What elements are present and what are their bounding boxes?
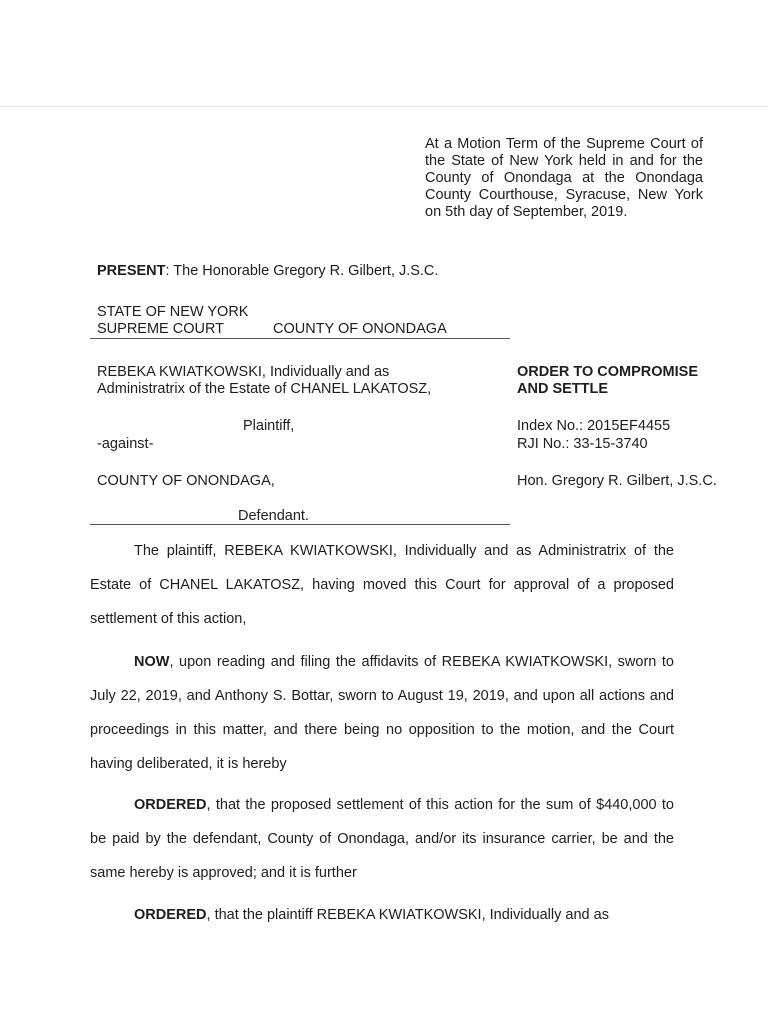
plaintiff-capacity: Administratrix of the Estate of CHANEL LAKATOSZ, — [97, 381, 432, 397]
present-text: : The Honorable Gregory R. Gilbert, J.S.C. — [165, 263, 439, 279]
now-lead: NOW — [134, 654, 170, 670]
ordered-lead-2: ORDERED — [134, 907, 207, 923]
caption-rule-bottom — [90, 524, 510, 525]
paragraph-ordered-plaintiff-text: , that the plaintiff REBEKA KWIATKOWSKI, Individually and as — [206, 907, 609, 923]
defendant-role: Defendant. — [238, 508, 309, 524]
scan-artifact-line — [0, 106, 768, 107]
order-title-line1: ORDER TO COMPROMISE — [517, 364, 698, 380]
paragraph-motion — [90, 534, 674, 636]
rji-number: RJI No.: 33-15-3740 — [517, 436, 648, 452]
court-county: COUNTY OF ONONDAGA — [273, 321, 447, 337]
court-name: SUPREME COURT — [97, 321, 225, 337]
paragraph-motion-text: The plaintiff, REBEKA KWIATKOWSKI, Individually and as Administratrix of the Estate of CHANEL LAKATOSZ, having moved this Court for approval of a proposed settlement of this action, — [90, 543, 674, 627]
court-state: STATE OF NEW YORK — [97, 304, 249, 320]
defendant-name: COUNTY OF ONONDAGA, — [97, 473, 275, 489]
caption-rule-top — [90, 338, 510, 339]
plaintiff-name: REBEKA KWIATKOWSKI, Individually and as — [97, 364, 390, 380]
paragraph-now — [90, 645, 674, 781]
assigned-judge: Hon. Gregory R. Gilbert, J.S.C. — [517, 473, 717, 489]
present-label: PRESENT — [97, 263, 166, 279]
order-title-line2: AND SETTLE — [517, 381, 609, 397]
index-number: Index No.: 2015EF4455 — [517, 418, 671, 434]
paragraph-ordered-settlement-text: , that the proposed settlement of this action for the sum of $440,000 to be paid by the defendant, County of Onondaga, and/or its insurance carrier, be and the same hereby is approved; and it is further — [90, 797, 674, 881]
against-label: -against- — [97, 436, 154, 452]
ordered-lead-1: ORDERED — [134, 797, 207, 813]
paragraph-now-text: , upon reading and filing the affidavits of REBEKA KWIATKOWSKI, sworn to July 22, 2019, and Anthony S. Bottar, sworn to August 19, 2019, and upon all actions and proceedings in this matter, and there being no opposition to the motion, and the Court having deliberated, it is hereby — [90, 654, 674, 772]
plaintiff-role: Plaintiff, — [243, 418, 295, 434]
motion-term-caption: At a Motion Term of the Supreme Court of the State of New York held in and for the County of Onondaga at the Onondaga County Courthouse, Syracuse, New York on 5th day of September, 2019. — [425, 136, 703, 220]
paragraph-ordered-settlement — [90, 788, 674, 890]
present-line — [97, 263, 438, 280]
paragraph-ordered-plaintiff — [90, 898, 674, 932]
